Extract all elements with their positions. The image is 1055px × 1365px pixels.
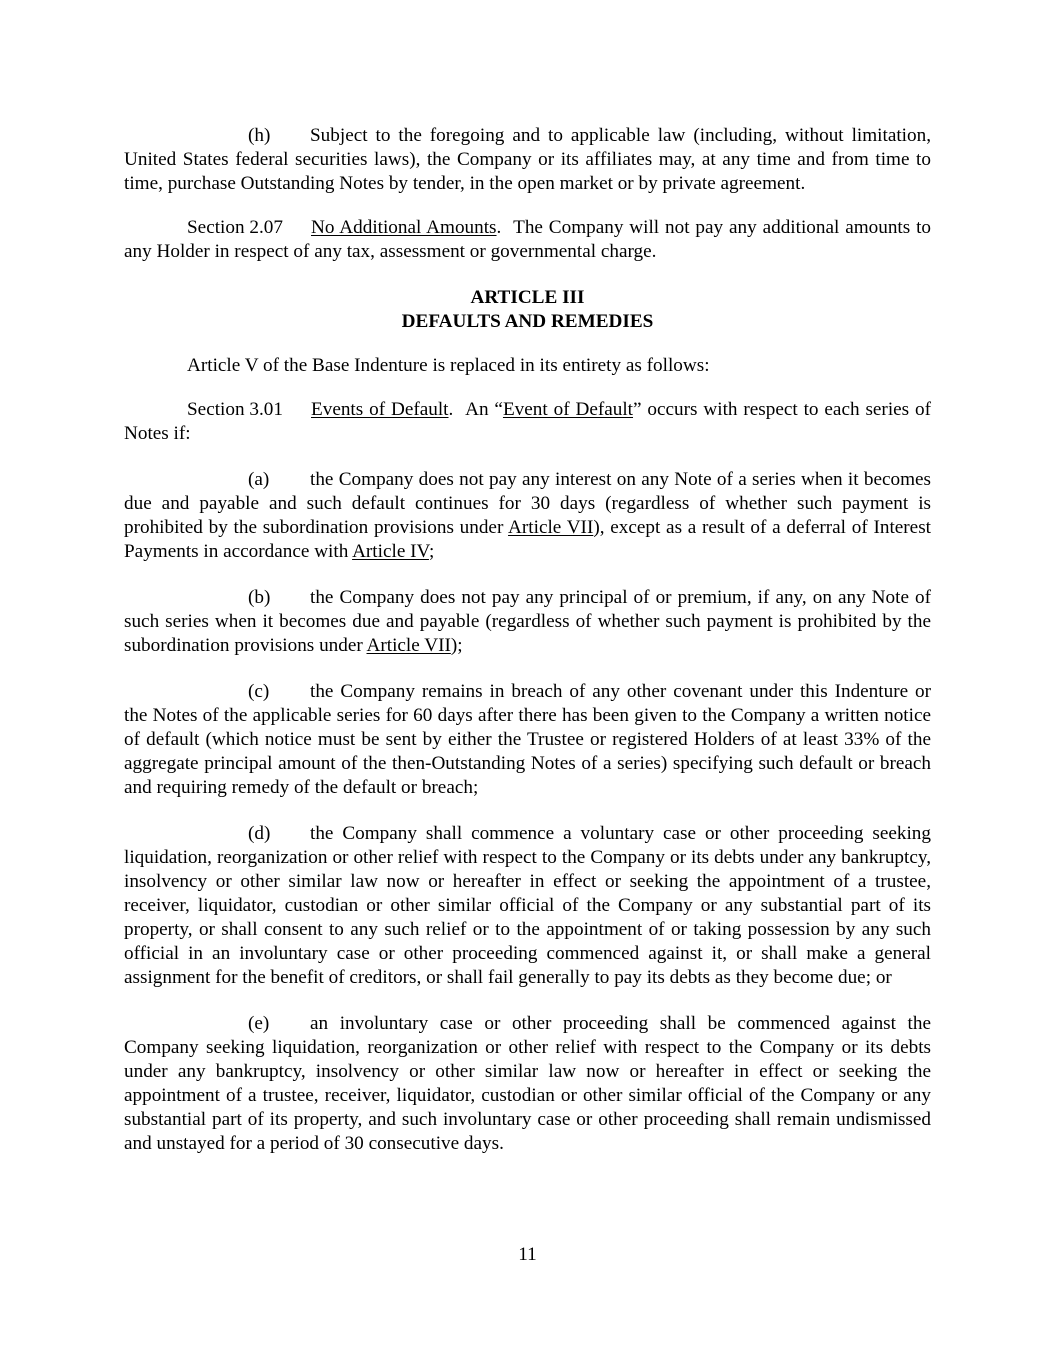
section-3-01 [124, 398, 931, 446]
defined-term: Event of Default [502, 399, 634, 420]
section-text: The Company will not pay any additional amounts to any Holder in respect of any tax, assessment or governmental charge. [124, 217, 932, 262]
section-title: No Additional Amounts [311, 217, 497, 238]
section-number: Section 3.01 [187, 399, 283, 420]
clause-h [124, 124, 931, 196]
clause-marker: (b) [248, 587, 271, 608]
clause-marker: (d) [248, 823, 271, 844]
clause-marker: (h) [248, 125, 271, 146]
clause-text: the Company shall commence a voluntary case or other proceeding seeking liquidation, reorganization or other relief with respect to the Company or its debts under any bankruptcy, insolvency or other similar law now or hereafter in effect or seeking the appointment of a trustee, receiver, liquidator, custodian or other similar official of the Company or any substantial part of its property, or shall consent to any such relief or to the appointment of or taking possession by any such official in an involuntary case or other proceeding commenced against it, or shall make a general assignment for the benefit of creditors, or shall fail generally to pay its debts as they become due; or [124, 823, 931, 988]
clause-marker: (a) [248, 469, 270, 490]
clause-text: the Company does not pay any principal of or premium, if any, on any Note of such series when it becomes due and payable (regardless of whether such payment is prohibited by the subordination provisions under [124, 587, 931, 656]
clause-a [124, 468, 931, 564]
section-tail: ” occurs with respect to each series of Notes if: [124, 399, 931, 444]
clause-marker: (e) [248, 1013, 270, 1034]
section-title-period: . [448, 399, 454, 420]
clause-c [124, 680, 931, 800]
article-heading [124, 286, 931, 334]
article-number: ARTICLE III [470, 287, 585, 308]
cross-reference: Article IV [352, 541, 429, 562]
clause-b [124, 586, 931, 658]
cross-reference: Article VII [366, 635, 451, 656]
section-lead: An “ [465, 399, 503, 420]
clause-marker: (c) [248, 681, 270, 702]
cross-reference: Article VII [508, 517, 594, 538]
clause-text: ), except as a result of a deferral of Interest Payments in accordance with [124, 517, 931, 562]
section-number: Section 2.07 [187, 217, 283, 238]
article-title: DEFAULTS AND REMEDIES [401, 311, 654, 332]
clause-text: the Company remains in breach of any other covenant under this Indenture or the Notes of the applicable series for 60 days after there has been given to the Company a written notice of default (which notice must be sent by either the Trustee or registered Holders of at least 33% of the aggregate principal amount of the then-Outstanding Notes of a series) specifying such default or breach and requiring remedy of the default or breach; [124, 681, 931, 798]
section-2-07 [124, 216, 931, 264]
clause-text: the Company does not pay any interest on any Note of a series when it becomes due and payable and such default continues for 30 days (regardless of whether such payment is prohibited by the subordination provisions under [124, 469, 931, 538]
clause-text: ); [450, 635, 463, 656]
section-title-period: . [496, 217, 502, 238]
clause-text: Subject to the foregoing and to applicable law (including, without limitation, United States federal securities laws), the Company or its affiliates may, at any time and from time to time, purchase Outstanding Notes by tender, in the open market or by private agreement. [124, 125, 931, 194]
clause-text: an involuntary case or other proceeding shall be commenced against the Company seeking liquidation, reorganization or other relief with respect to the Company or its debts under any bankruptcy, insolvency or other similar law now or hereafter in effect or seeking the appointment of a trustee, receiver, liquidator, custodian or other similar official of the Company or any substantial part of its property, and such involuntary case or other proceeding shall remain undismissed and unstayed for a period of 30 consecutive days. [124, 1013, 931, 1154]
section-title: Events of Default [311, 399, 449, 420]
clause-text: ; [428, 541, 435, 562]
document-body [124, 124, 931, 1156]
page-number: 11 [518, 1244, 537, 1265]
clause-e [124, 1012, 931, 1156]
article-intro: Article V of the Base Indenture is replaced in its entirety as follows: [187, 355, 710, 376]
clause-d [124, 822, 931, 990]
